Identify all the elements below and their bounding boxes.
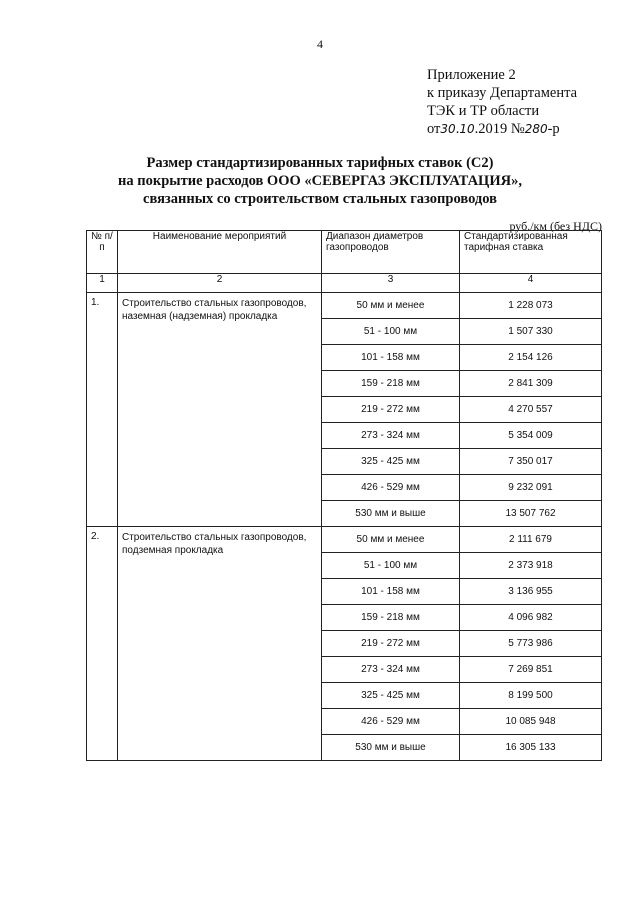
- tariff-rate: 2 373 918: [460, 553, 602, 579]
- diameter-range: 51 - 100 мм: [322, 553, 460, 579]
- tariff-rate: 9 232 091: [460, 475, 602, 501]
- row-number: 2.: [87, 527, 118, 761]
- diameter-range: 159 - 218 мм: [322, 605, 460, 631]
- row-number: 1.: [87, 293, 118, 527]
- diameter-range: 159 - 218 мм: [322, 371, 460, 397]
- date-prefix: от: [427, 121, 441, 137]
- activity-name: Строительство стальных газопроводов, наземная (надземная) прокладка: [118, 293, 322, 527]
- column-number-row: [87, 274, 602, 293]
- column-number: 4: [460, 274, 602, 293]
- table-body: [87, 293, 602, 761]
- tariff-rate: 1 228 073: [460, 293, 602, 319]
- header-name: Наименование мероприятий: [118, 231, 322, 274]
- diameter-range: 530 мм и выше: [322, 501, 460, 527]
- table-header-row: [87, 231, 602, 274]
- appendix-line-1: Приложение 2: [427, 67, 516, 83]
- order-date-line: [427, 120, 577, 138]
- date-year: .2019 №: [474, 121, 525, 137]
- diameter-range: 219 - 272 мм: [322, 631, 460, 657]
- tariff-rate: 10 085 948: [460, 709, 602, 735]
- tariff-rate: 5 773 986: [460, 631, 602, 657]
- diameter-range: 50 мм и менее: [322, 527, 460, 553]
- page-number: 4: [317, 37, 323, 51]
- title-line-1: Размер стандартизированных тарифных ставок (С2): [146, 155, 494, 171]
- appendix-line-3: ТЭК и ТР области: [427, 103, 540, 119]
- document-title: [0, 154, 640, 208]
- diameter-range: 273 - 324 мм: [322, 423, 460, 449]
- date-month-handwritten: 10: [459, 122, 475, 136]
- diameter-range: 101 - 158 мм: [322, 345, 460, 371]
- tariff-rate: 8 199 500: [460, 683, 602, 709]
- date-separator: .: [455, 121, 460, 137]
- title-line-2: на покрытие расходов ООО «СЕВЕРГАЗ ЭКСПЛУАТАЦИЯ»,: [118, 173, 522, 189]
- order-number-handwritten: 280: [524, 122, 548, 136]
- column-number: 2: [118, 274, 322, 293]
- diameter-range: 325 - 425 мм: [322, 449, 460, 475]
- diameter-range: 101 - 158 мм: [322, 579, 460, 605]
- tariff-rate: 2 841 309: [460, 371, 602, 397]
- diameter-range: 325 - 425 мм: [322, 683, 460, 709]
- tariff-rate: 5 354 009: [460, 423, 602, 449]
- diameter-range: 219 - 272 мм: [322, 397, 460, 423]
- diameter-range: 426 - 529 мм: [322, 709, 460, 735]
- date-day-handwritten: 30: [440, 122, 456, 136]
- appendix-line-2: к приказу Департамента: [427, 85, 578, 101]
- diameter-range: 426 - 529 мм: [322, 475, 460, 501]
- diameter-range: 50 мм и менее: [322, 293, 460, 319]
- diameter-range: 51 - 100 мм: [322, 319, 460, 345]
- diameter-range: 273 - 324 мм: [322, 657, 460, 683]
- header-range: Диапазон диаметров газопроводов: [322, 231, 460, 274]
- tariff-rate: 13 507 762: [460, 501, 602, 527]
- column-number: 3: [322, 274, 460, 293]
- tariff-rate: 7 269 851: [460, 657, 602, 683]
- activity-name: Строительство стальных газопроводов, подземная прокладка: [118, 527, 322, 761]
- header-num: № п/п: [87, 231, 118, 274]
- header-rate: Стандартизированная тарифная ставка: [460, 231, 602, 274]
- diameter-range: 530 мм и выше: [322, 735, 460, 761]
- tariff-rate: 16 305 133: [460, 735, 602, 761]
- tariff-rate: 4 270 557: [460, 397, 602, 423]
- appendix-block: [427, 66, 577, 138]
- tariff-rate: 3 136 955: [460, 579, 602, 605]
- tariff-table: [86, 230, 602, 761]
- units-note: руб./км (без НДС): [509, 219, 602, 233]
- tariff-rate: 2 154 126: [460, 345, 602, 371]
- title-line-3: связанных со строительством стальных газопроводов: [143, 191, 497, 207]
- tariff-rate: 4 096 982: [460, 605, 602, 631]
- tariff-rate: 7 350 017: [460, 449, 602, 475]
- table-row: [87, 527, 602, 553]
- tariff-rate: 1 507 330: [460, 319, 602, 345]
- tariff-rate: 2 111 679: [460, 527, 602, 553]
- order-suffix: -р: [547, 121, 560, 137]
- table-row: [87, 293, 602, 319]
- column-number: 1: [87, 274, 118, 293]
